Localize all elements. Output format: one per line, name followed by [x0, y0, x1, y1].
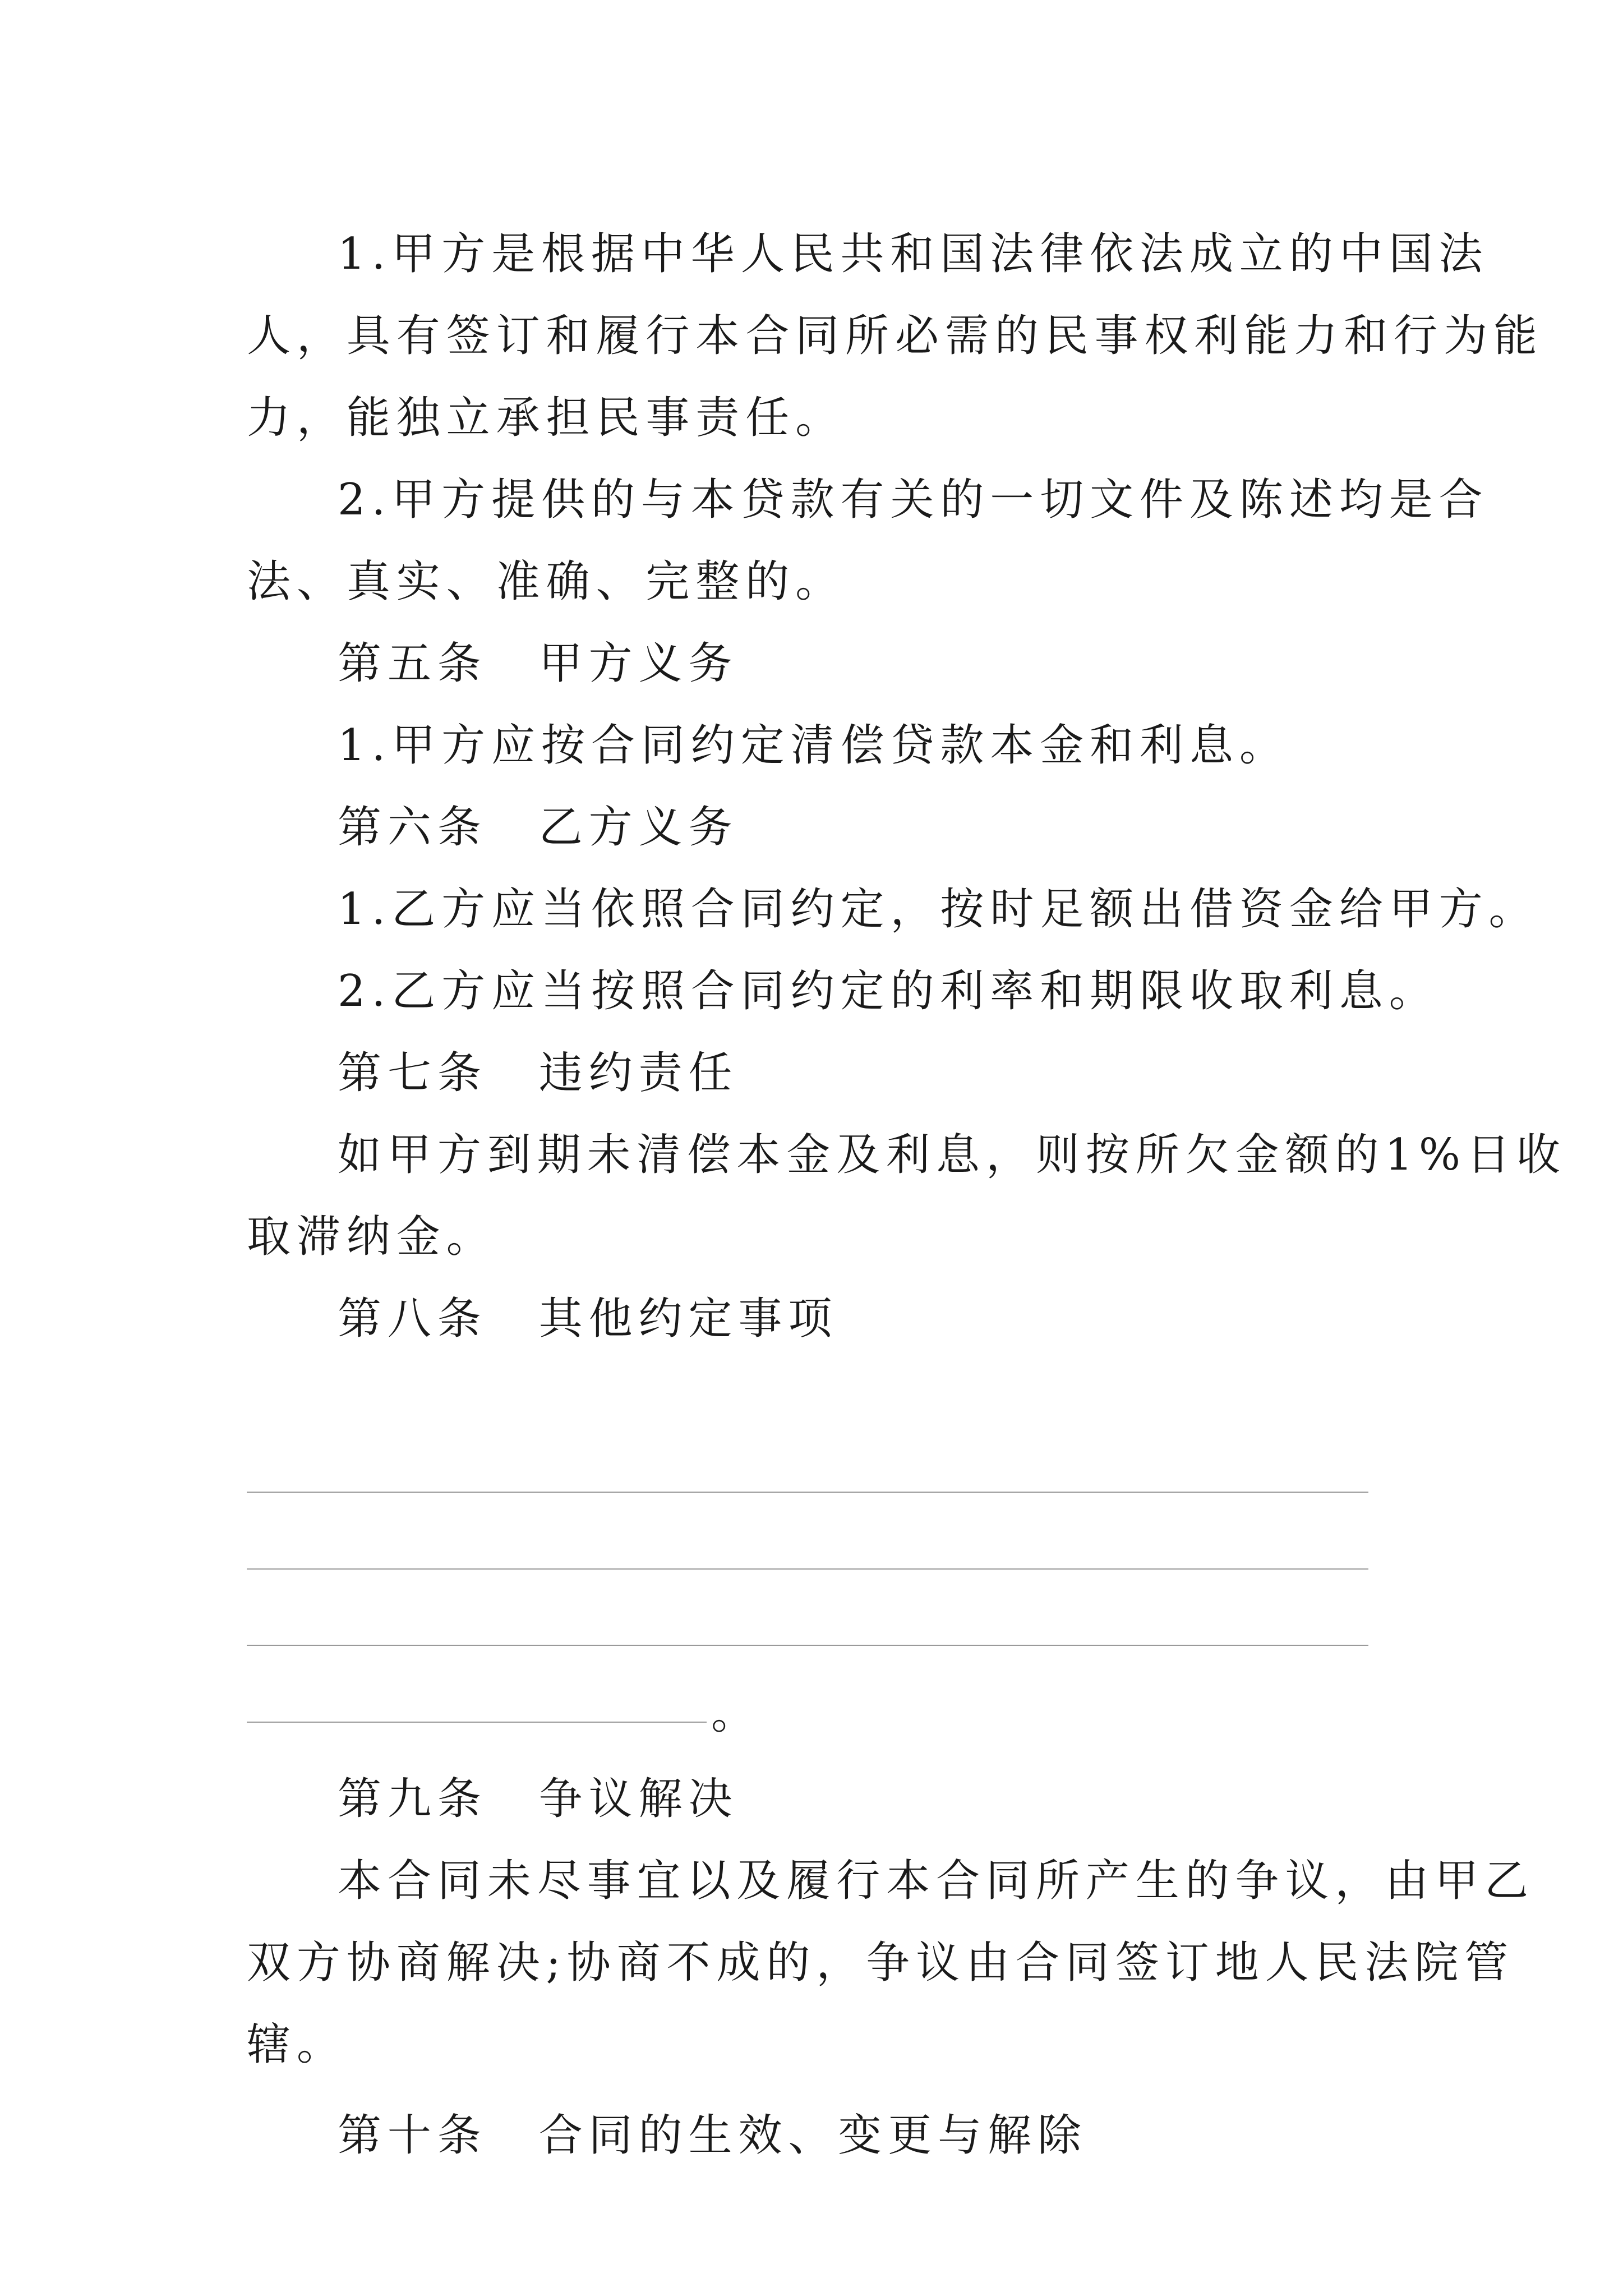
article8-number: 第八条	[338, 1294, 487, 1344]
article10-heading	[247, 2095, 1391, 2177]
article6-item1: 1.乙方应当依照合同约定，按时足额出借资金给甲方。	[338, 884, 1539, 935]
article9-line2: 双方协商解决;协商不成的，争议由合同签订地人民法院管	[247, 1938, 1515, 1988]
article4-item1-line2: 人，具有签订和履行本合同所必需的民事权利能力和行为能	[247, 311, 1543, 361]
article7-number: 第七条	[338, 1048, 487, 1098]
article6-heading	[247, 786, 1391, 868]
article4-item2-line1: 2.甲方提供的与本贷款有关的一切文件及陈述均是合	[338, 475, 1489, 525]
blank-end-period: 。	[711, 1688, 755, 1739]
article4-item2-line2: 法、真实、准确、完整的。	[247, 556, 846, 607]
article5-title: 甲方义务	[538, 638, 739, 689]
article4-item1-line1: 1.甲方是根据中华人民共和国法律依法成立的中国法	[338, 229, 1489, 279]
article6-title: 乙方义务	[538, 802, 739, 853]
article7-line1: 如甲方到期未清偿本金及利息，则按所欠金额的1%日收	[338, 1130, 1566, 1180]
article10-number: 第十条	[338, 2110, 487, 2161]
article9-line3: 辖。	[247, 2019, 347, 2070]
article8-title: 其他约定事项	[538, 1294, 838, 1344]
fill-in-line-2[interactable]	[247, 1568, 1368, 1570]
article5-number: 第五条	[338, 638, 487, 689]
article7-title: 违约责任	[538, 1048, 739, 1098]
fill-in-line-4[interactable]	[247, 1722, 707, 1723]
article6-number: 第六条	[338, 802, 487, 853]
fill-in-line-1[interactable]	[247, 1492, 1368, 1493]
article10-title: 合同的生效、变更与解除	[538, 2110, 1087, 2161]
article6-item2: 2.乙方应当按照合同约定的利率和期限收取利息。	[338, 966, 1439, 1016]
article8-blank-area	[247, 1360, 1391, 1758]
fill-in-line-3[interactable]	[247, 1645, 1368, 1646]
article7-line2: 取滞纳金。	[247, 1212, 496, 1262]
article7-heading	[247, 1032, 1391, 1114]
article9-line1: 本合同未尽事宜以及履行本合同所产生的争议，由甲乙	[338, 1856, 1535, 1906]
article8-heading	[247, 1278, 1391, 1360]
article9-heading	[247, 1758, 1391, 1840]
article9-title: 争议解决	[538, 1774, 739, 1824]
article5-item1: 1.甲方应按合同约定清偿贷款本金和利息。	[338, 720, 1289, 771]
article4-item1-line3: 力，能独立承担民事责任。	[247, 393, 846, 443]
article5-heading	[247, 623, 1391, 705]
article9-number: 第九条	[338, 1774, 487, 1824]
contract-body	[247, 213, 1566, 2177]
